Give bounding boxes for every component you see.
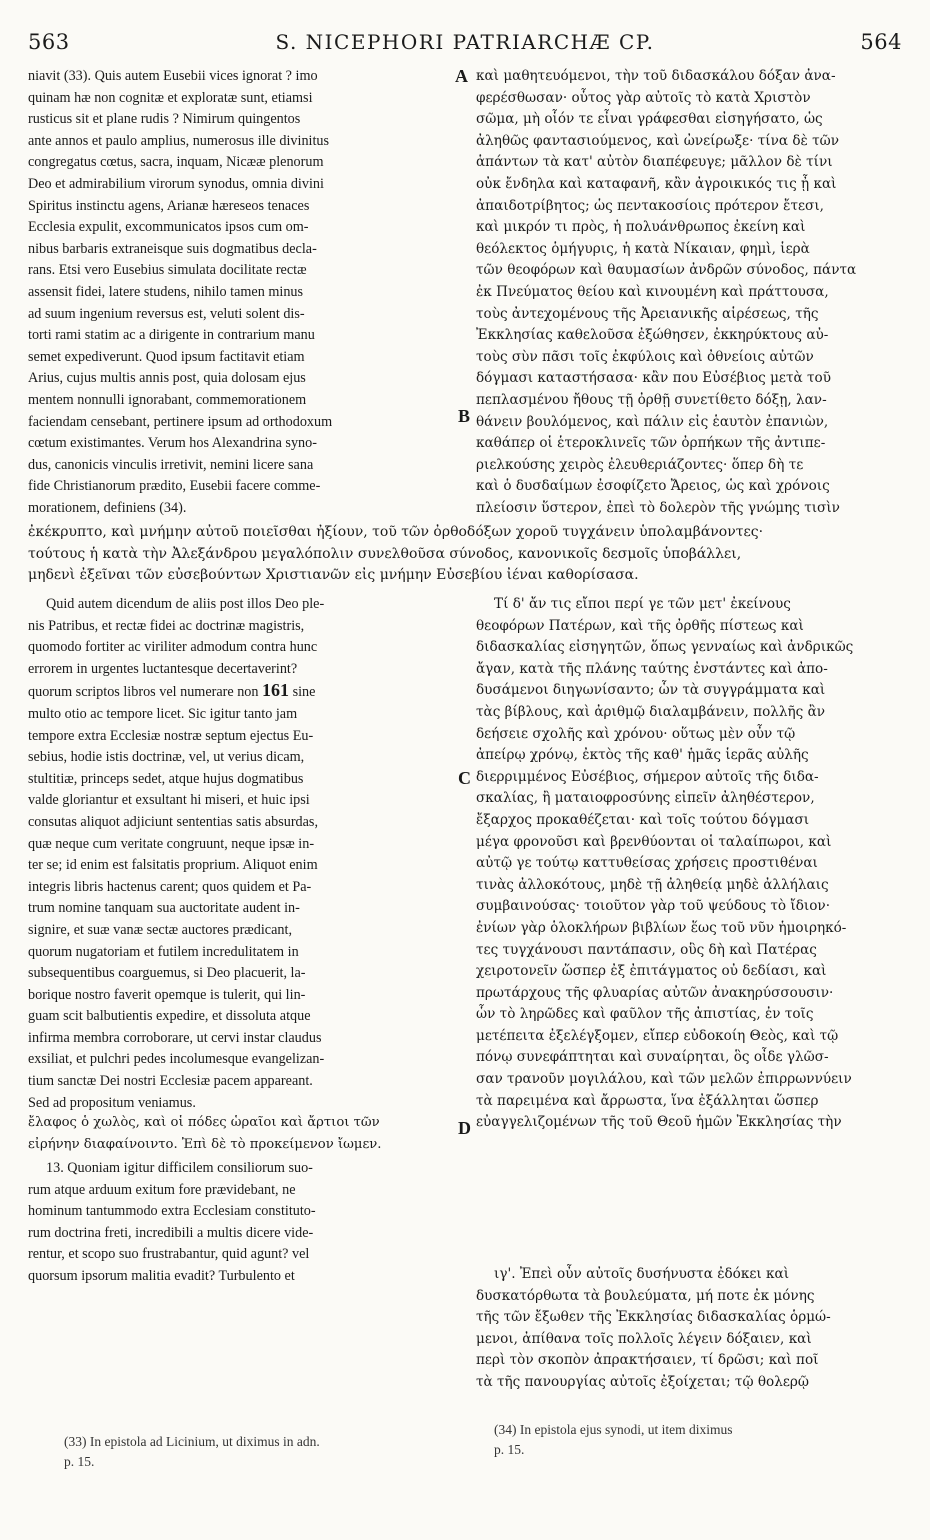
text-line: αὐτῷ γε τούτῳ καττυθείσας χρήσεις προστιθέναι xyxy=(476,855,818,872)
text-line: ριελκούσης χειρὸς ἐλευθεριάζοντες· ὅπερ δὴ τε xyxy=(476,456,804,473)
text-line: πόνῳ συνεφάπτηται καὶ συναίρηται, ὃς οἶδε γλῶσ- xyxy=(476,1049,829,1066)
text-line: τῆς τῶν ἔξωθεν τῆς Ἐκκλησίας διδασκαλίας ὁρμώ- xyxy=(476,1309,831,1326)
greek-full-width-passage xyxy=(28,522,902,587)
text-line: μηδενὶ ἐξεῖναι τῶν εὐσεβούντων Χριστιανῶν εἰς μνήμην Εὐσεβίου ἰέναι καθορίσασα. xyxy=(28,567,639,584)
latin-column-bottom xyxy=(28,1158,454,1288)
text-line: ἐκ Πνεύματος θείου καὶ κινουμένη καὶ πράττουσα, xyxy=(476,283,829,300)
text-line: mentem nonnulli ignorabant, commemorationem xyxy=(28,391,307,408)
text-line: τῶν θεοφόρων καὶ θαυμασίων ἀνδρῶν σύνοδος, πάντα xyxy=(476,262,857,279)
text-line: rentur, et scopo suo frustrabantur, quid agunt? vel xyxy=(28,1246,310,1263)
text-line: πλείοσιν ὕστερον, ἐπεὶ τὸ δολερὸν τῆς γνώμης τισὶν xyxy=(476,499,840,516)
text-line: καὶ ὁ δυσδαίμων ἐσοφίζετο Ἄρειος, ὡς καὶ χρόνοις xyxy=(476,478,830,495)
text-line: ἀληθῶς φαντασιούμενος, καὶ ὠνείρωξε· τίνα δὲ τῶν xyxy=(476,132,840,149)
text-line: stultitiæ, princeps sedet, atque hujus dogmatibus xyxy=(28,770,304,787)
text-line: μενοι, ἀπίθανα τοῖς πολλοῖς λέγειν δόξαιεν, καὶ xyxy=(476,1330,812,1347)
margin-marker-b: B xyxy=(458,406,471,426)
text-line: καὶ μαθητευόμενοι, τὴν τοῦ διδασκάλου δόξαν ἀνα- xyxy=(476,68,836,84)
running-title: S. NICEPHORI PATRIARCHÆ CP. xyxy=(275,30,655,54)
text-line: congregatus cœtus, sacra, inquam, Nicææ plenorum xyxy=(28,154,324,171)
text-line: cœtum existimantes. Verum hos Alexandrina syno- xyxy=(28,435,317,452)
greek-tail-under-latin xyxy=(28,1112,454,1155)
text-line: τούτους ἡ κατὰ τὴν Ἀλεξάνδρου μεγαλόπολιν συνελθοῦσα σύνοδος, κανονικοῖς δεσμοῖς ὑποβάλλει, xyxy=(28,545,742,562)
text-line: assensit fidei, latere studens, nihilo tamen minus xyxy=(28,283,304,300)
text-line: θεοφόρων Πατέρων, καὶ τῆς ὀρθῆς πίστεως καὶ xyxy=(476,617,804,634)
text-line: sebius, hodie istis doctrinæ, vel, ut verius dicam, xyxy=(28,749,305,766)
text-line: πρωτάρχους τῆς φλυαρίας αὐτῶν ἀνακηρύσσουσιν· xyxy=(476,984,834,1001)
text-line: signire, et suæ vanæ sectæ auctores prædicant, xyxy=(28,921,292,938)
text-line: exsiliat, et pulchri pedes incolumesque evangelizan- xyxy=(28,1051,325,1068)
text-line: σῶμα, μὴ οἷόν τε εἶναι γράφεσθαι εἰσηγήσατο, ὡς xyxy=(476,111,823,128)
latin-column-middle xyxy=(28,594,454,1114)
text-line: ἐκέκρυπτο, καὶ μνήμην αὐτοῦ ποιεῖσθαι ἠξίουν, τοῦ τῶν ὀρθοδόξων χοροῦ τυγχάνειν ὑπολαμβάνοντες· xyxy=(28,524,764,540)
text-line: τες τυγχάνουσι παντάπασιν, οὓς δὴ καὶ Πατέρας xyxy=(476,941,817,958)
footnote-text: p. 15. xyxy=(64,1454,95,1469)
right-page-number: 564 xyxy=(860,30,902,54)
text-line: εὐαγγελιζομένων τῆς τοῦ Θεοῦ ἡμῶν Ἐκκλησίας τὴν xyxy=(476,1114,842,1131)
text-line: ἀπείρῳ χρόνῳ, ἐκτὸς τῆς καθ' ἡμᾶς ἱερᾶς αὐλῆς xyxy=(476,747,809,764)
text-line: μετέπειτα ἐξελέγξομεν, εἴπερ εὐδοκοίη Θεὸς, καὶ τῷ xyxy=(476,1027,839,1044)
greek-column-top xyxy=(476,66,902,519)
text-line: trum nomine tanquam sua auctoritate audent in- xyxy=(28,900,300,917)
text-line: quorsum ipsorum malitia evadit? Turbulento et xyxy=(28,1267,295,1284)
text-line: μέγα φρονοῦσι καὶ βρενθύονται οἱ ταλαίπωροι, καὶ xyxy=(476,833,832,850)
left-page-number: 563 xyxy=(28,30,70,54)
text-line: ἁπάντων τὰ κατ' αὐτὸν διαπέφευγε; μᾶλλον δὲ τίνι xyxy=(476,154,833,171)
text-line: quorum nugatoriam et futilem incredulitatem in xyxy=(28,943,299,960)
footnote-text: (33) In epistola ad Licinium, ut diximus in adn. xyxy=(64,1434,320,1449)
text-line: περὶ τὸν σκοπὸν ἀπρακτήσαιεν, τί δρῶσι; καὶ ποῖ xyxy=(476,1352,819,1369)
text-line: niavit (33). Quis autem Eusebii vices ignorat ? imo xyxy=(28,68,318,84)
footnote-text: p. 15. xyxy=(494,1442,525,1457)
text-line: rans. Etsi vero Eusebius simulata docilitate rectæ xyxy=(28,262,307,279)
text-line: ἄγαν, κατὰ τῆς πλάνης ταύτης ἐνστάντες καὶ ἀπο- xyxy=(476,660,828,677)
margin-marker-a: A xyxy=(455,66,468,86)
greek-column-bottom xyxy=(476,1264,902,1394)
text-line: ἀπαιδοτρίβητος; ὡς πεντακοσίοις πρότερον ἔτεσι, xyxy=(476,197,824,214)
margin-marker-d: D xyxy=(458,1118,471,1138)
text-line: δεήσειε σχολῆς καὶ χρόνου· οὕτως μὲν οὖν τῷ xyxy=(476,725,796,742)
text-line: οὐκ ἔνδηλα καὶ καταφανῆ, κἂν ἀγροικικός τις ᾖ καὶ xyxy=(476,175,837,192)
text-line: τὰ παρειμένα καὶ ἄρρωστα, ἵνα ἐξάλληται ὥσπερ xyxy=(476,1092,819,1109)
greek-column-middle xyxy=(476,594,902,1134)
text-line: quomodo fortiter ac viriliter admodum contra hunc xyxy=(28,639,318,656)
text-line: borique nostro faverit opemque is tulerit, qui lin- xyxy=(28,986,306,1003)
text-line: Τί δ' ἄν τις εἴποι περί γε τῶν μετ' ἐκείνους xyxy=(494,596,791,612)
text-line: infirma membra corroborare, ut cervi instar claudus xyxy=(28,1029,322,1046)
text-line: guam scit balbutientis expedire, et dissoluta atque xyxy=(28,1008,311,1025)
text-line: ter se; id enim est falsitatis proprium. Aliquot enim xyxy=(28,857,318,874)
text-line: ante annos et paulo amplius, numerosus ille divinitus xyxy=(28,132,330,149)
text-line: ὧν τὸ ληρῶδες καὶ φαῦλον τῆς ἀπιστίας, ἐν τοῖς xyxy=(476,1006,814,1023)
text-line: fide Christianorum prædito, Eusebii facere comme- xyxy=(28,478,321,495)
text-line: consutas aliquot adjiciunt sententias satis absurdas, xyxy=(28,813,318,830)
text-line: tempore extra Ecclesiæ nostræ septum ejectus Eu- xyxy=(28,727,314,744)
text-line: Deo et admirabilium virorum synodus, omnia divini xyxy=(28,175,324,192)
text-line: nibus barbaris extraneisque suis dogmatibus decla- xyxy=(28,240,317,257)
text-line: συμβαινούσας· τοιοῦτον γὰρ τοῦ ψεύδους τὸ ἴδιον· xyxy=(476,898,831,915)
text-line: τοὺς ἀντεχομένους τῆς Ἀρειανικῆς αἱρέσεως, τῆς xyxy=(476,305,819,322)
text-line: εἰρήνην διαφαίνοιντο. Ἐπὶ δὲ τὸ προκείμενον ἴωμεν. xyxy=(28,1136,382,1152)
text-line: διδασκαλίας εἰσηγητῶν, ὅπως γενναίως καὶ ἀνδρικῶς xyxy=(476,639,854,656)
text-line: Ἐκκλησίας καθελοῦσα ἐξώθησεν, ἐκκηρύκτους αὐ- xyxy=(476,327,829,344)
text-fragment: quorum scriptos libros vel numerare non xyxy=(28,684,259,701)
margin-marker-c: C xyxy=(458,768,471,788)
text-line: valde gloriantur et exsultant hi miseri, et huic ipsi xyxy=(28,792,310,809)
text-line: δόγμασι καταστήσασα· κἂν που Εὐσέβιος μετὰ τοῦ xyxy=(476,370,831,387)
text-line: καὶ μικρόν τι πρὸς, ἡ πολυάνθρωπος ἐκείνη καὶ xyxy=(476,219,806,236)
text-line: torti rami statim ac a dirigente in contrarium manu xyxy=(28,327,315,344)
text-line: Arius, cujus multis annis post, quia dolosam ejus xyxy=(28,370,306,387)
latin-column-top xyxy=(28,66,454,519)
text-line: διερριμμένος Εὐσέβιος, σήμερον αὐτοῖς τῆς διδα- xyxy=(476,768,819,785)
text-line: Quid autem dicendum de aliis post illos Deo ple- xyxy=(46,596,325,612)
footnote-text: (34) In epistola ejus synodi, ut item diximus xyxy=(494,1422,733,1437)
text-line: tium sanctæ Dei nostri Ecclesiæ pacem appareant. xyxy=(28,1073,313,1090)
text-line: 13. Quoniam igitur difficilem consiliorum suo- xyxy=(46,1160,313,1176)
text-line: δυσάμενοι διηγωνίσαντο; ὧν τὰ συγγράμματα καὶ xyxy=(476,682,826,699)
text-line: rum doctrina freti, incredibili a multis dicere vide- xyxy=(28,1224,314,1241)
text-line: errorem in urgentes luctantesque decertaverint? xyxy=(28,660,298,677)
text-line: τὰς βίβλους, καὶ ἀριθμῷ διαλαμβάνειν, πολλῆς ἂν xyxy=(476,703,826,720)
text-line: multo otio ac tempore licet. Sic igitur tanto jam xyxy=(28,705,298,722)
text-line xyxy=(28,680,454,704)
text-line: ἔξαρχος προκαθέζεται· καὶ τοῖς τούτου δόγμασι xyxy=(476,811,810,828)
text-line: rusticus sit et plane rudis ? Nimirum quingentos xyxy=(28,111,301,128)
text-line: Ecclesia expulit, excommunicatos ipsos cum om- xyxy=(28,219,309,236)
text-line: hominum tantummodo extra Ecclesiam constituto- xyxy=(28,1203,316,1220)
text-line: integris libris hactenus carent; quos quidem et Pa- xyxy=(28,878,312,895)
text-line: Sed ad propositum veniamus. xyxy=(28,1094,196,1111)
text-line: Spiritus instinctu agens, Arianæ hæreseos tenaces xyxy=(28,197,310,214)
column-number: 161 xyxy=(262,680,290,701)
text-line: quæ neque cum veritate congruunt, neque ipsæ in- xyxy=(28,835,315,852)
text-line: morationem, definiens (34). xyxy=(28,499,187,516)
text-line: quinam hæ non cognitæ et exploratæ sunt, etiamsi xyxy=(28,89,313,106)
text-line: τοὺς σὺν πᾶσι τοῖς ἐκφύλοις καὶ ὀθνείοις αὐτῶν xyxy=(476,348,814,365)
text-line: semet expediverunt. Quod ipsum factitavit etiam xyxy=(28,348,305,365)
text-line: καθάπερ οἱ ἑτεροκλινεῖς τῶν ὀρπήκων τῆς ἀντιπε- xyxy=(476,435,826,452)
text-line: faciendam censebant, pertinere ipsum ad orthodoxum xyxy=(28,413,333,430)
text-line: θεόλεκτος ὁμήγυρις, ἡ κατὰ Νίκαιαν, φημὶ, ἱερὰ xyxy=(476,240,810,257)
text-line: rum atque arduum exitum fore prævidebant, ne xyxy=(28,1181,296,1198)
text-line: subsequentibus coarguemus, si Deo placuerit, la- xyxy=(28,965,306,982)
text-line: ιγ'. Ἐπεὶ οὖν αὐτοῖς δυσήνυστα ἐδόκει καὶ xyxy=(494,1266,790,1282)
text-line: χειροτονεῖν ὥσπερ ἐξ ἐπιτάγματος οὐ δεδίασι, καὶ xyxy=(476,963,827,980)
text-line: τινὰς ἀλλοκότους, μηδὲ τῇ ἀληθείᾳ μηδὲ ἀλλήλαις xyxy=(476,876,829,893)
text-line: ἐνίων γὰρ ὁλοκλήρων βιβλίων ἕως τοῦ νῦν ἡμοιρηκό- xyxy=(476,919,847,936)
text-line: τὰ τῆς πανουργίας αὐτοῖς ἐξοίχεται; τῷ θολερῷ xyxy=(476,1373,809,1390)
text-line: σαν τρανοῦν μογιλάλου, καὶ τῶν μελῶν ἐπιρρωννύειν xyxy=(476,1071,852,1088)
text-line: dus, canonicis vinculis irretivit, nemini licere sana xyxy=(28,456,314,473)
text-line: σκαλίας, ἢ ματαιοφροσύνης εἰπεῖν ἀληθέστερον, xyxy=(476,790,815,807)
text-line: nis Patribus, et rectæ fidei ac doctrinæ magistris, xyxy=(28,617,305,634)
footnote-34 xyxy=(494,1420,902,1460)
text-line: φερέσθωσαν· οὗτος γὰρ αὐτοῖς τὸ κατὰ Χριστὸν xyxy=(476,89,811,106)
text-line: πεπλασμένου ἤθους τῇ ὀρθῇ συνετίθετο δόξῃ, λαν- xyxy=(476,391,827,408)
text-line: θάνειν βουλόμενος, καὶ πάλιν εἰς ἑαυτὸν ἐπανιὼν, xyxy=(476,413,829,430)
text-line: ad suum ingenium reversus est, veluti solent dis- xyxy=(28,305,305,322)
text-fragment: sine xyxy=(292,684,316,701)
text-line: ἔλαφος ὁ χωλὸς, καὶ οἱ πόδες ὡραῖοι καὶ ἄρτιοι τῶν xyxy=(28,1115,380,1130)
footnote-33 xyxy=(64,1432,456,1472)
text-line: δυσκατόρθωτα τὰ βουλεύματα, μή ποτε ἐκ μόνης xyxy=(476,1287,815,1304)
page-header xyxy=(28,30,902,60)
